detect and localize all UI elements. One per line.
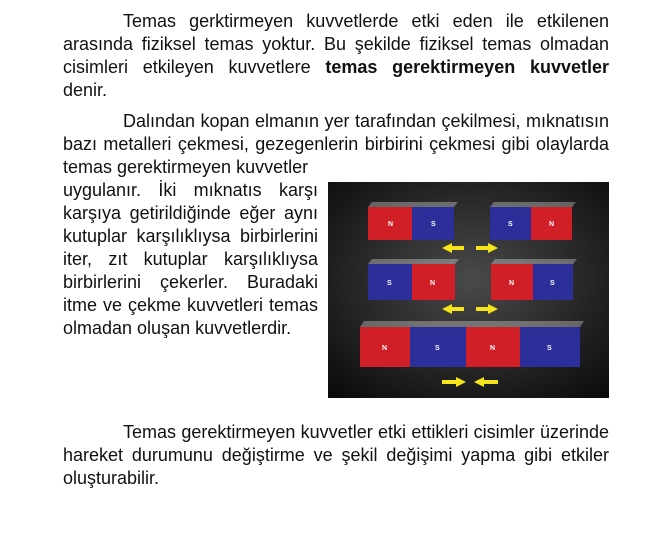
pole-label: S — [387, 280, 392, 287]
pole-label: N — [430, 280, 436, 287]
bold-term: temas gerektirmeyen kuvvetler — [325, 57, 609, 77]
pole-label: S — [550, 280, 555, 287]
pole-label: S — [547, 345, 552, 352]
magnet-figure — [328, 182, 609, 398]
pole-label: N — [490, 345, 496, 352]
magnet-section — [63, 179, 609, 402]
paragraph-intro-text: Temas gerktirmeyen kuvvetlerde etki eden ile etkilenen arasında fiziksel temas yoktur. Bu şekilde fiziksel temas olmadan cisimleri etkileyen kuvvetlere — [63, 11, 609, 77]
paragraph-effects: Temas gerektirmeyen kuvvetler etki ettikleri cisimler üzerinde hareket durumunu değiştirme ve şekil değişimi yapma gibi etkiler oluşturabilir. — [63, 422, 609, 488]
paragraph-intro-end: denir. — [63, 80, 108, 100]
pole-label: S — [431, 221, 436, 228]
pole-label: N — [382, 345, 388, 352]
pole-label: S — [435, 345, 440, 352]
pole-label: N — [509, 280, 515, 287]
pole-label: N — [549, 221, 555, 228]
paragraph-magnets: uygulanır. İki mıknatıs karşı karşıya getirildiğinde eğer aynı kutuplar karşılıklıysa birbirlerini iter, zıt kutuplar karşılıklıysa birbirlerini çekerler. Buradaki itme ve çekme kuvvetleri temas olmadan oluşan kuvvetlerdir. — [63, 180, 318, 338]
paragraph-examples: Dalından kopan elmanın yer tarafından çekilmesi, mıknatısın bazı metalleri çekmesi, gezegenlerin birbirini çekmesi gibi olaylarda temas gerektirmeyen kuvvetler — [63, 111, 609, 177]
pole-label: S — [508, 221, 513, 228]
paragraph-intro — [63, 10, 609, 102]
pole-label: N — [388, 221, 394, 228]
page-content — [63, 10, 609, 490]
